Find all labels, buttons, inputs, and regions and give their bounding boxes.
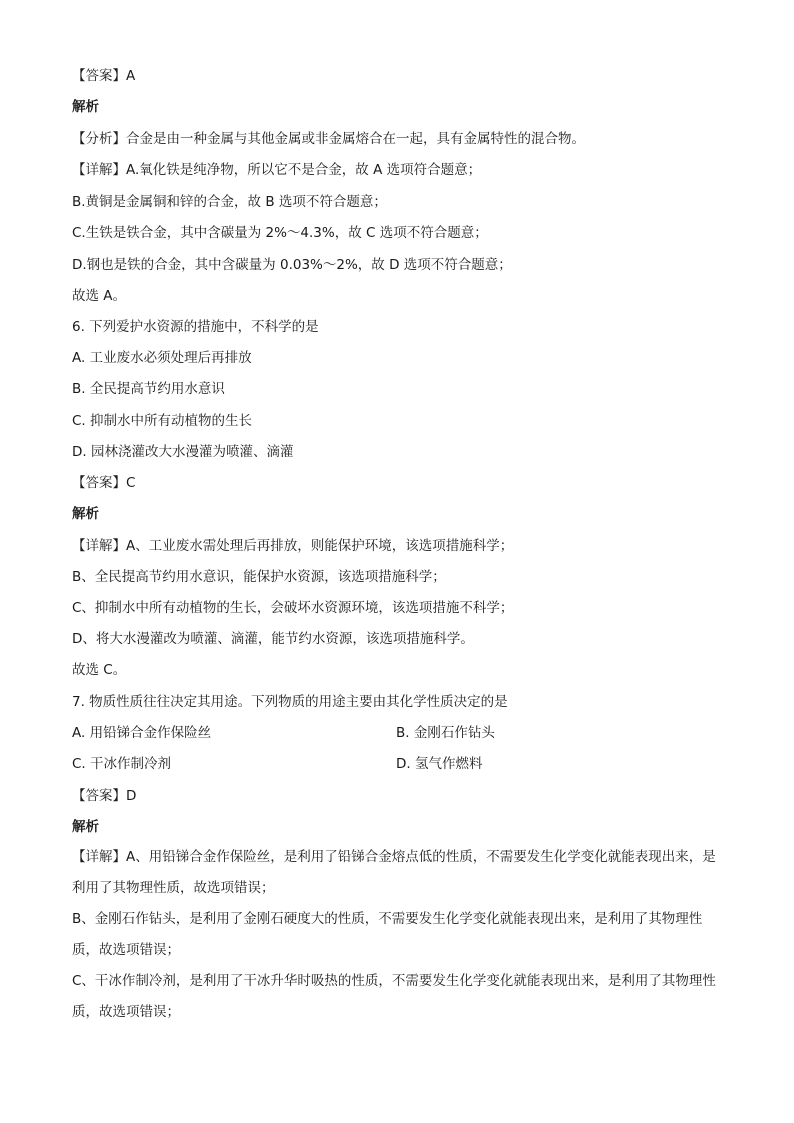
- q5-conclusion: 故选 A。: [72, 288, 127, 304]
- q6-option-c: C. 抑制水中所有动植物的生长: [72, 413, 253, 429]
- q7-option-b: B. 金刚石作钻头: [396, 725, 495, 741]
- q7-option-c: C. 干冰作制冷剂: [72, 756, 172, 772]
- q5-detail-c: C.生铁是铁合金，其中含碳量为 2%～4.3%，故 C 选项不符合题意；: [72, 225, 488, 241]
- q6-option-b: B. 全民提高节约用水意识: [72, 381, 225, 397]
- q7-option-a: A. 用铅锑合金作保险丝: [72, 725, 212, 741]
- q5-analysis-text: 【分析】合金是由一种金属与其他金属或非金属熔合在一起，具有金属特性的混合物。: [72, 131, 585, 147]
- q6-stem: 6. 下列爱护水资源的措施中，不科学的是: [72, 319, 319, 335]
- q6-conclusion: 故选 C。: [72, 662, 127, 678]
- q7-detail-a: 【详解】A、用铅锑合金作保险丝，是利用了铅锑合金熔点低的性质，不需要发生化学变化就能表现出来，是利用了其物理性质，故选项错误；: [72, 849, 716, 896]
- q6-detail-d: D、将大水漫灌改为喷灌、滴灌，能节约水资源，该选项措施科学。: [72, 631, 474, 647]
- q5-analysis-heading: 解析: [72, 99, 99, 115]
- q6-detail-a: 【详解】A、工业废水需处理后再排放，则能保护环境，该选项措施科学；: [72, 538, 514, 554]
- q7-stem: 7. 物质性质往往决定其用途。下列物质的用途主要由其化学性质决定的是: [72, 694, 508, 710]
- q5-answer: 【答案】A: [72, 68, 136, 84]
- q6-option-a: A. 工业废水必须处理后再排放: [72, 350, 252, 366]
- q6-detail-c: C、抑制水中所有动植物的生长，会破坏水资源环境，该选项措施不科学；: [72, 600, 514, 616]
- q7-answer: 【答案】D: [72, 788, 137, 804]
- q7-detail-c: C、干冰作制冷剂，是利用了干冰升华时吸热的性质，不需要发生化学变化就能表现出来，是利用了其物理性质，故选项错误；: [72, 973, 716, 1020]
- q5-detail-d: D.钢也是铁的合金，其中含碳量为 0.03%～2%，故 D 选项不符合题意；: [72, 257, 512, 273]
- q6-option-d: D. 园林浇灌改大水漫灌为喷灌、滴灌: [72, 444, 294, 460]
- q6-analysis-heading: 解析: [72, 506, 99, 522]
- q7-option-d: D. 氢气作燃料: [396, 756, 483, 772]
- q6-answer: 【答案】C: [72, 475, 136, 491]
- q7-detail-b: B、金刚石作钻头，是利用了金刚石硬度大的性质，不需要发生化学变化就能表现出来，是利用了其物理性质，故选项错误；: [72, 911, 703, 958]
- q5-detail-a: 【详解】A.氧化铁是纯净物，所以它不是合金，故 A 选项符合题意；: [72, 162, 482, 178]
- q5-detail-b: B.黄铜是金属铜和锌的合金，故 B 选项不符合题意；: [72, 194, 387, 210]
- q6-detail-b: B、全民提高节约用水意识，能保护水资源，该选项措施科学；: [72, 569, 446, 585]
- q7-analysis-heading: 解析: [72, 819, 99, 835]
